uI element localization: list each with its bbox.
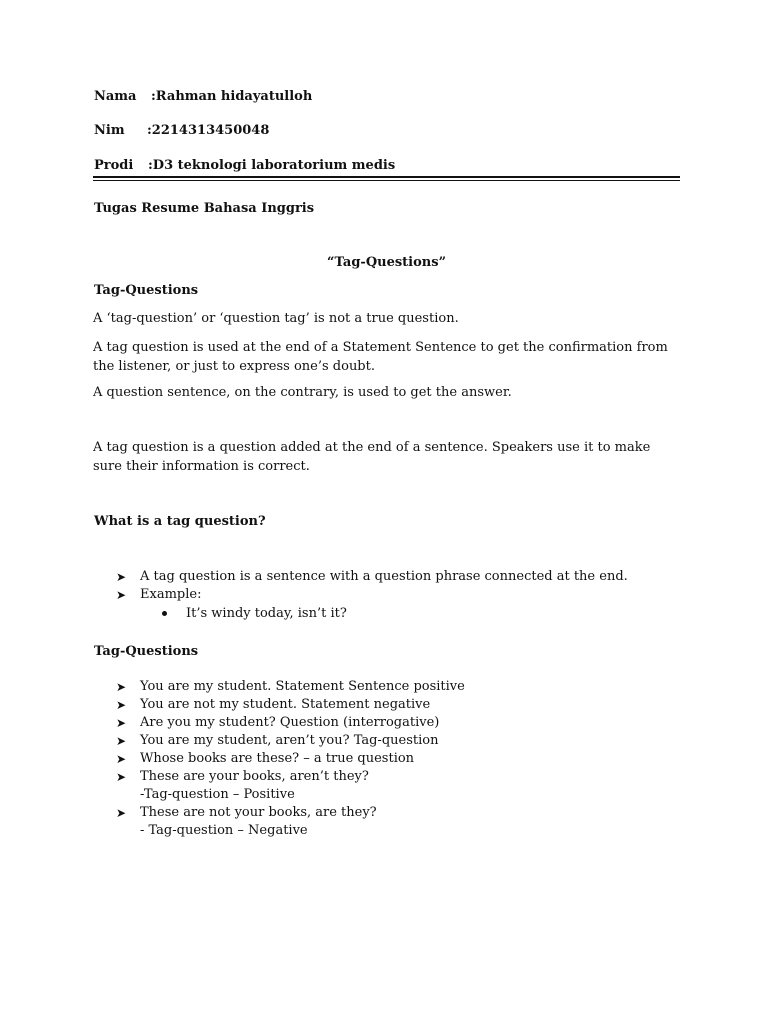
header-divider-thin [93,180,680,181]
paragraph-2: A tag question is used at the end of a Statement Sentence to get the confirmation from the listener, or just to express one’s doubt. [93,340,668,374]
list-item-note: - Tag-question – Negative [140,823,308,838]
list-item-note: -Tag-question – Positive [140,787,295,802]
document-title: “Tag-Questions” [327,255,447,270]
list-item: A tag question is a sentence with a question phrase connected at the end. [140,569,628,584]
assignment-title: Tugas Resume Bahasa Inggris [94,201,315,216]
list-item: Example: [140,587,202,602]
section3-heading: Tag-Questions [94,644,199,659]
arrowhead-icon: ➤ [116,680,127,694]
nim-value: :2214313450048 [147,123,270,138]
header-divider-thick [93,176,680,178]
name-value: :Rahman hidayatulloh [151,89,313,104]
arrowhead-icon: ➤ [116,716,127,730]
bullet-icon [162,611,167,616]
arrowhead-icon: ➤ [116,770,127,784]
paragraph-3: A question sentence, on the contrary, is used to get the answer. [93,385,512,400]
example-item: It’s windy today, isn’t it? [186,606,347,621]
nim-label: Nim [94,123,125,138]
list-item: Are you my student? Question (interrogative) [140,715,440,730]
prodi-label: Prodi [94,158,134,173]
arrowhead-icon: ➤ [116,734,127,748]
section1-heading: Tag-Questions [94,283,199,298]
arrowhead-icon: ➤ [116,588,127,602]
list-item: You are my student. Statement Sentence positive [140,679,465,694]
prodi-value: :D3 teknologi laboratorium medis [148,158,396,173]
arrowhead-icon: ➤ [116,698,127,712]
list-item: Whose books are these? – a true question [140,751,415,766]
list-item: You are my student, aren’t you? Tag-question [140,733,439,748]
arrowhead-icon: ➤ [116,752,127,766]
arrowhead-icon: ➤ [116,570,127,584]
name-label: Nama [94,89,137,104]
list-item: You are not my student. Statement negative [140,697,431,712]
list-item: These are not your books, are they? [140,805,377,820]
list-item: These are your books, aren’t they? [140,769,369,784]
paragraph-1: A ‘tag-question’ or ‘question tag’ is not a true question. [93,311,459,326]
section2-heading: What is a tag question? [94,514,266,529]
paragraph-4: A tag question is a question added at the end of a sentence. Speakers use it to make sure their information is correct. [93,440,651,474]
arrowhead-icon: ➤ [116,806,127,820]
